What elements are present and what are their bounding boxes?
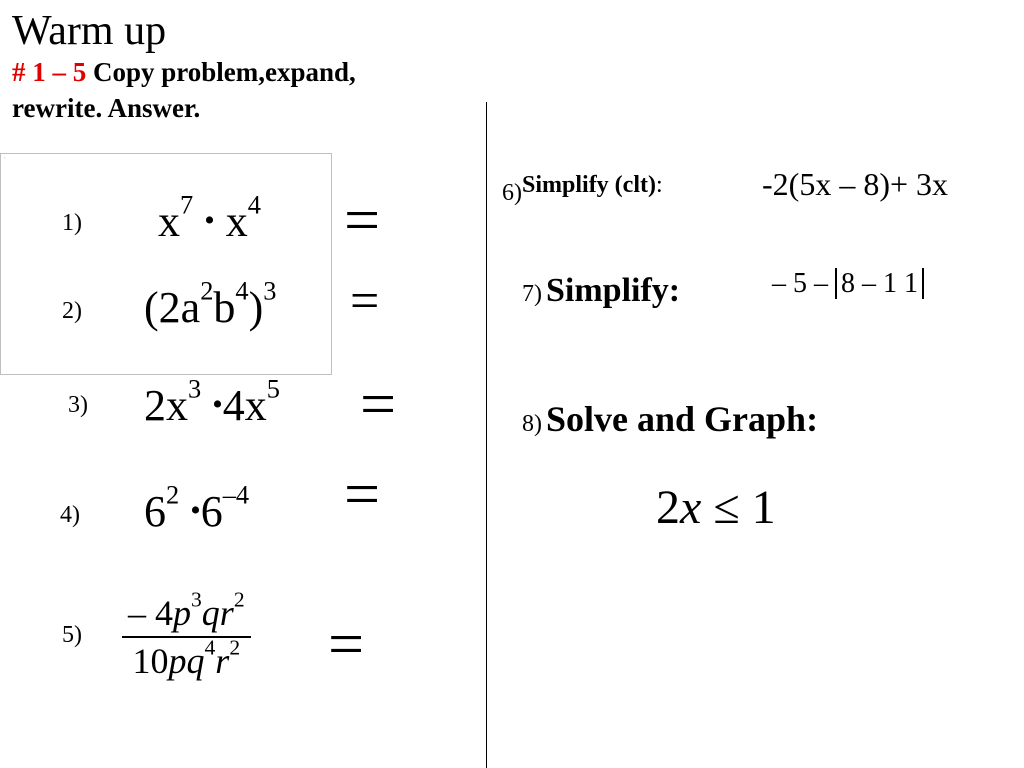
- term: – 5 –: [772, 268, 828, 299]
- coefficient: 10: [132, 641, 169, 681]
- term: b: [213, 283, 236, 332]
- problem-5-number: 5): [62, 622, 82, 648]
- coefficient: 2: [656, 481, 680, 534]
- colon: :: [655, 172, 663, 198]
- multiply-dot: •: [190, 494, 201, 527]
- exponent: 4: [204, 635, 216, 660]
- problem-8-number: 8): [522, 411, 542, 437]
- absolute-value: 8 – 1 1: [835, 268, 924, 299]
- problem-8-instruction: Solve and Graph:: [546, 399, 819, 439]
- term: 4x: [222, 381, 267, 430]
- term: (2a: [144, 283, 201, 332]
- instructions: [12, 54, 356, 127]
- problem-6-expression: -2(5x – 8)+ 3x: [762, 166, 949, 202]
- embedded-image-frame: [0, 153, 332, 375]
- problem-5-fraction: [122, 587, 251, 682]
- problem-4-expression: [144, 479, 250, 537]
- variable: q: [186, 641, 205, 681]
- problem-6-prompt: [502, 172, 663, 206]
- multiply-dot: •: [204, 204, 215, 237]
- problem-8-inequality: [656, 480, 776, 535]
- problem-1-equals: =: [344, 184, 381, 255]
- exponent: 4: [235, 275, 249, 306]
- coefficient: – 4: [128, 593, 173, 633]
- problem-7-instruction: Simplify:: [546, 272, 681, 309]
- problem-1-number: 1): [62, 210, 82, 236]
- base: x: [158, 197, 180, 246]
- problem-6-instruction: Simplify (clt): [522, 172, 656, 198]
- problem-1-expression: [158, 189, 261, 247]
- constant: 1: [751, 481, 776, 534]
- problem-5-equals: =: [328, 608, 365, 679]
- multiply-dot: •: [212, 388, 223, 421]
- term: 2x: [144, 381, 188, 430]
- broken-image-icon: ▫: [4, 155, 6, 160]
- exponent: 2: [233, 587, 245, 612]
- variable: x: [680, 481, 702, 534]
- exponent: 5: [266, 373, 280, 404]
- fraction-denominator: [127, 635, 247, 682]
- problem-4-number: 4): [60, 502, 80, 528]
- base: 6: [144, 487, 166, 536]
- base: 6: [200, 487, 223, 536]
- fraction-numerator: [122, 587, 251, 638]
- fraction: [122, 587, 251, 682]
- instructions-line-2: rewrite. Answer.: [12, 93, 201, 124]
- problem-4-equals: =: [344, 458, 381, 529]
- less-or-equal-sign: ≤: [713, 481, 740, 534]
- problem-7-number: 7): [522, 281, 542, 307]
- problem-3-expression: [144, 373, 280, 431]
- problem-7-expression: [772, 268, 924, 300]
- column-divider: [486, 102, 487, 768]
- problem-2-equals: =: [350, 273, 380, 330]
- problem-8-prompt: [522, 398, 818, 440]
- exponent: 2: [200, 275, 214, 306]
- problem-3-equals: =: [360, 368, 397, 439]
- variable: p: [173, 593, 191, 633]
- problem-6-number: 6): [502, 180, 522, 206]
- variable: q: [201, 593, 220, 633]
- exponent: 2: [229, 635, 241, 660]
- problem-2-expression: [144, 275, 277, 333]
- instructions-text-1: Copy problem,expand,: [86, 57, 356, 87]
- problem-2-number: 2): [62, 298, 82, 324]
- exponent: 2: [166, 479, 180, 510]
- term: ): [248, 283, 264, 332]
- exponent: 7: [180, 189, 194, 220]
- instructions-line-1: [12, 54, 356, 90]
- variable: r: [215, 641, 230, 681]
- page-title: Warm up: [12, 8, 167, 54]
- exponent: 3: [191, 587, 202, 612]
- problem-range: # 1 – 5: [12, 57, 87, 87]
- problem-3-number: 3): [68, 392, 88, 418]
- exponent: 4: [247, 189, 261, 220]
- base: x: [225, 197, 248, 246]
- problem-7-prompt: [522, 272, 680, 310]
- variable: r: [219, 593, 234, 633]
- exponent: –4: [222, 479, 250, 510]
- exponent: 3: [188, 373, 202, 404]
- exponent: 3: [263, 275, 277, 306]
- variable: p: [168, 641, 187, 681]
